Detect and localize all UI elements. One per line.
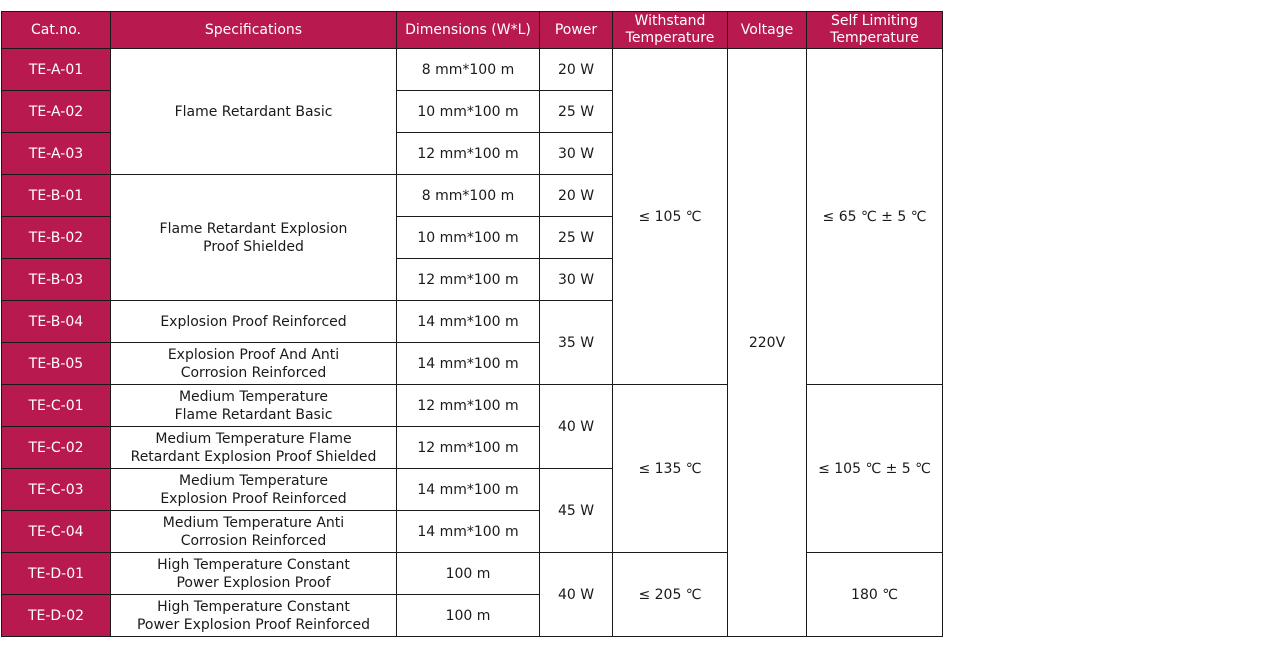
power-cell: 45 W bbox=[540, 469, 613, 553]
dimension-cell: 12 mm*100 m bbox=[397, 259, 540, 301]
self-limiting-cell: ≤ 65 ℃ ± 5 ℃ bbox=[807, 49, 943, 385]
specification-cell: High Temperature Constant Power Explosion Proof Reinforced bbox=[111, 595, 397, 637]
specification-cell: Medium Temperature Flame Retardant Basic bbox=[111, 385, 397, 427]
dimension-cell: 8 mm*100 m bbox=[397, 49, 540, 91]
specification-cell: Flame Retardant Basic bbox=[111, 49, 397, 175]
power-cell: 35 W bbox=[540, 301, 613, 385]
dimension-cell: 12 mm*100 m bbox=[397, 427, 540, 469]
header-withstand-temperature: Withstand Temperature bbox=[613, 12, 728, 49]
power-cell: 20 W bbox=[540, 175, 613, 217]
withstand-cell: ≤ 135 ℃ bbox=[613, 385, 728, 553]
specification-cell: Medium Temperature Explosion Proof Reinforced bbox=[111, 469, 397, 511]
dimension-cell: 14 mm*100 m bbox=[397, 343, 540, 385]
self-limiting-cell: 180 ℃ bbox=[807, 553, 943, 637]
dimension-cell: 10 mm*100 m bbox=[397, 91, 540, 133]
power-cell: 25 W bbox=[540, 91, 613, 133]
header-self-limiting-temperature: Self Limiting Temperature bbox=[807, 12, 943, 49]
catno-cell: TE-B-05 bbox=[2, 343, 111, 385]
withstand-cell: ≤ 205 ℃ bbox=[613, 553, 728, 637]
catno-cell: TE-D-02 bbox=[2, 595, 111, 637]
specification-cell: High Temperature Constant Power Explosion Proof bbox=[111, 553, 397, 595]
power-cell: 30 W bbox=[540, 133, 613, 175]
specification-cell: Medium Temperature Anti Corrosion Reinforced bbox=[111, 511, 397, 553]
dimension-cell: 100 m bbox=[397, 595, 540, 637]
catno-cell: TE-B-03 bbox=[2, 259, 111, 301]
withstand-cell: ≤ 105 ℃ bbox=[613, 49, 728, 385]
dimension-cell: 8 mm*100 m bbox=[397, 175, 540, 217]
catno-cell: TE-A-01 bbox=[2, 49, 111, 91]
specification-cell: Explosion Proof And Anti Corrosion Reinforced bbox=[111, 343, 397, 385]
voltage-cell: 220V bbox=[728, 49, 807, 637]
catno-cell: TE-D-01 bbox=[2, 553, 111, 595]
spec-table bbox=[1, 11, 943, 637]
power-cell: 40 W bbox=[540, 553, 613, 637]
header-catno: Cat.no. bbox=[2, 12, 111, 49]
catno-cell: TE-C-02 bbox=[2, 427, 111, 469]
header-specifications: Specifications bbox=[111, 12, 397, 49]
self-limiting-cell: ≤ 105 ℃ ± 5 ℃ bbox=[807, 385, 943, 553]
table-row bbox=[2, 49, 943, 91]
specification-cell: Medium Temperature Flame Retardant Explosion Proof Shielded bbox=[111, 427, 397, 469]
catno-cell: TE-A-03 bbox=[2, 133, 111, 175]
dimension-cell: 10 mm*100 m bbox=[397, 217, 540, 259]
catno-cell: TE-B-01 bbox=[2, 175, 111, 217]
power-cell: 30 W bbox=[540, 259, 613, 301]
dimension-cell: 100 m bbox=[397, 553, 540, 595]
dimension-cell: 12 mm*100 m bbox=[397, 133, 540, 175]
catno-cell: TE-C-04 bbox=[2, 511, 111, 553]
power-cell: 20 W bbox=[540, 49, 613, 91]
header-voltage: Voltage bbox=[728, 12, 807, 49]
power-cell: 40 W bbox=[540, 385, 613, 469]
dimension-cell: 14 mm*100 m bbox=[397, 469, 540, 511]
specification-cell: Flame Retardant Explosion Proof Shielded bbox=[111, 175, 397, 301]
header-dimensions: Dimensions (W*L) bbox=[397, 12, 540, 49]
dimension-cell: 12 mm*100 m bbox=[397, 385, 540, 427]
catno-cell: TE-C-03 bbox=[2, 469, 111, 511]
power-cell: 25 W bbox=[540, 217, 613, 259]
header-row bbox=[2, 12, 943, 49]
catno-cell: TE-A-02 bbox=[2, 91, 111, 133]
catno-cell: TE-C-01 bbox=[2, 385, 111, 427]
catno-cell: TE-B-04 bbox=[2, 301, 111, 343]
dimension-cell: 14 mm*100 m bbox=[397, 511, 540, 553]
specification-cell: Explosion Proof Reinforced bbox=[111, 301, 397, 343]
dimension-cell: 14 mm*100 m bbox=[397, 301, 540, 343]
catno-cell: TE-B-02 bbox=[2, 217, 111, 259]
header-power: Power bbox=[540, 12, 613, 49]
